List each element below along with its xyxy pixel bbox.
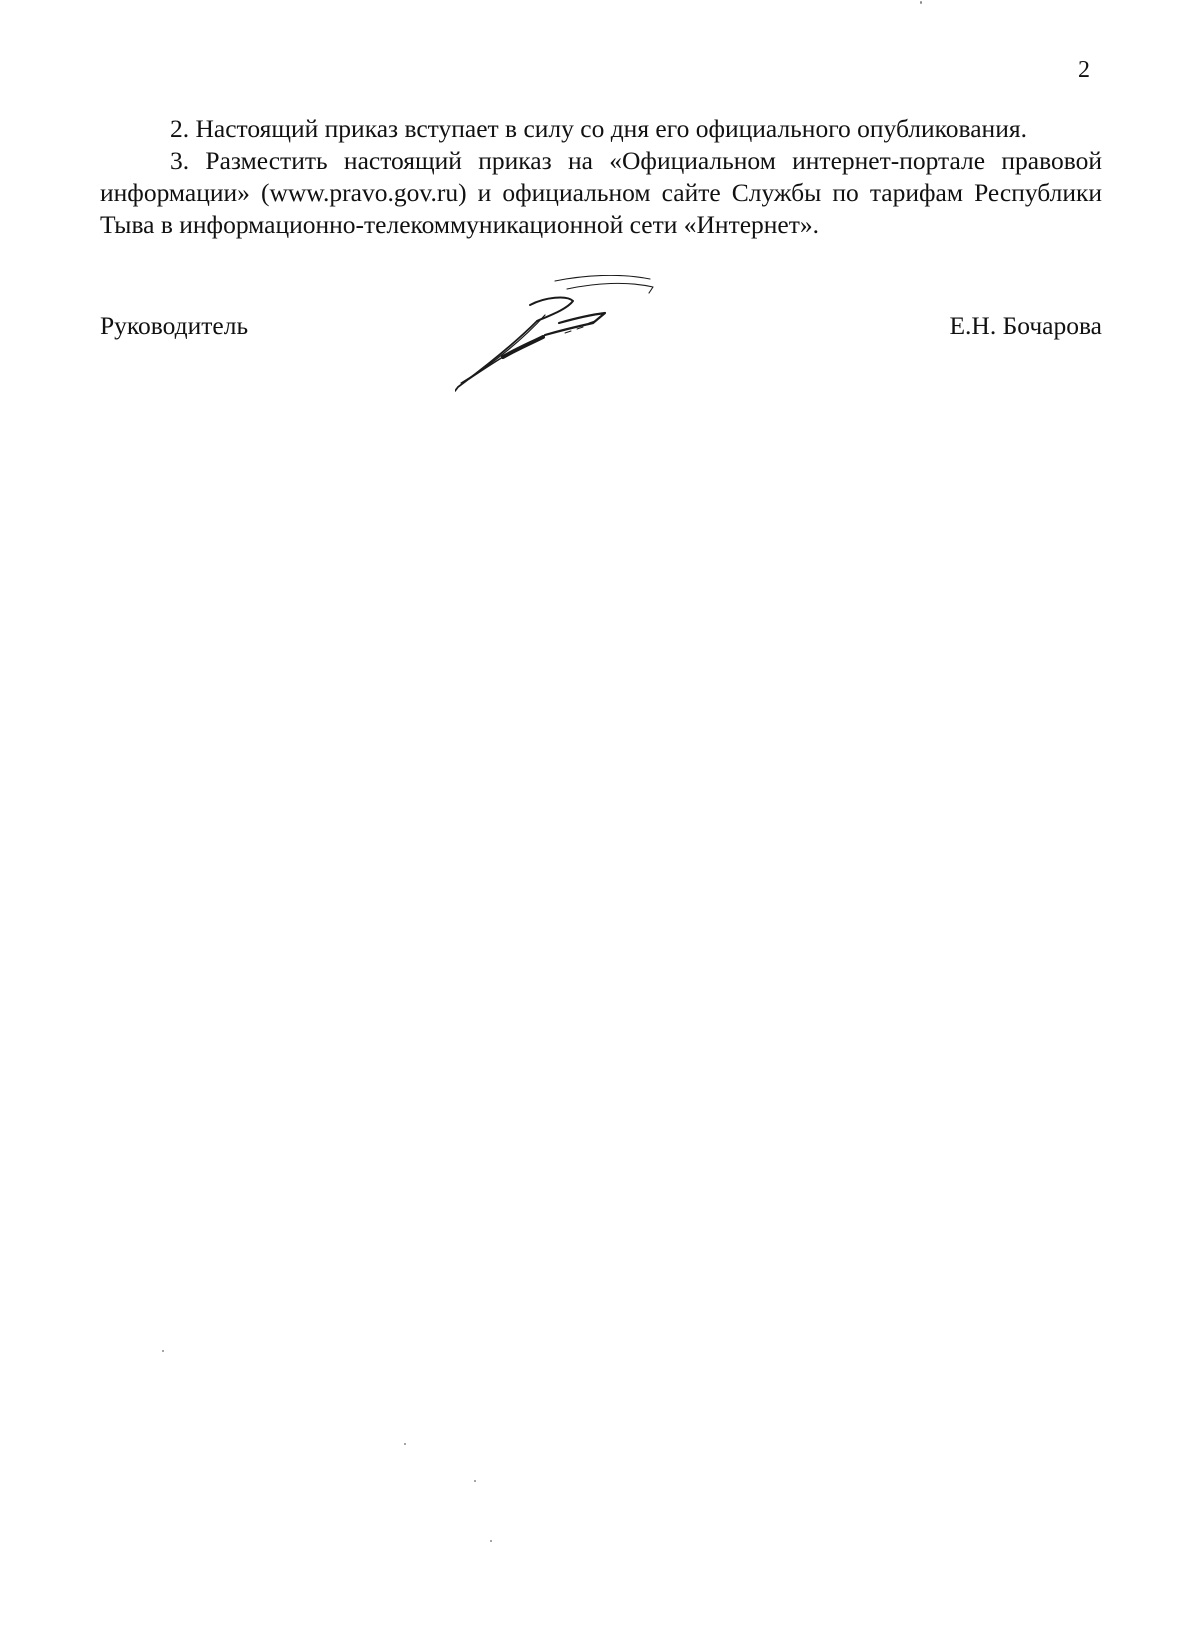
scan-speck <box>162 1350 164 1352</box>
paragraph-3: 3. Разместить настоящий приказ на «Официальном интернет-портале правовой информации» (www.pravo.gov.ru) и официальном сайте Службы по тарифам Республики Тыва в информационно-телекоммуникационной сети «Интернет». <box>100 146 1102 239</box>
signatory-position: Руководитель <box>100 311 249 340</box>
scan-speck <box>474 1480 476 1482</box>
signatory-name: Е.Н. Бочарова <box>949 311 1102 340</box>
paragraph-2: 2. Настоящий приказ вступает в силу со дня его официального опубликования. <box>170 114 1027 143</box>
document-body <box>100 113 1102 241</box>
scan-speck <box>404 1443 406 1445</box>
scan-speck <box>490 1540 492 1542</box>
page-number: 2 <box>1078 57 1090 83</box>
scan-speck <box>920 1 922 4</box>
handwritten-signature-icon <box>455 275 705 410</box>
